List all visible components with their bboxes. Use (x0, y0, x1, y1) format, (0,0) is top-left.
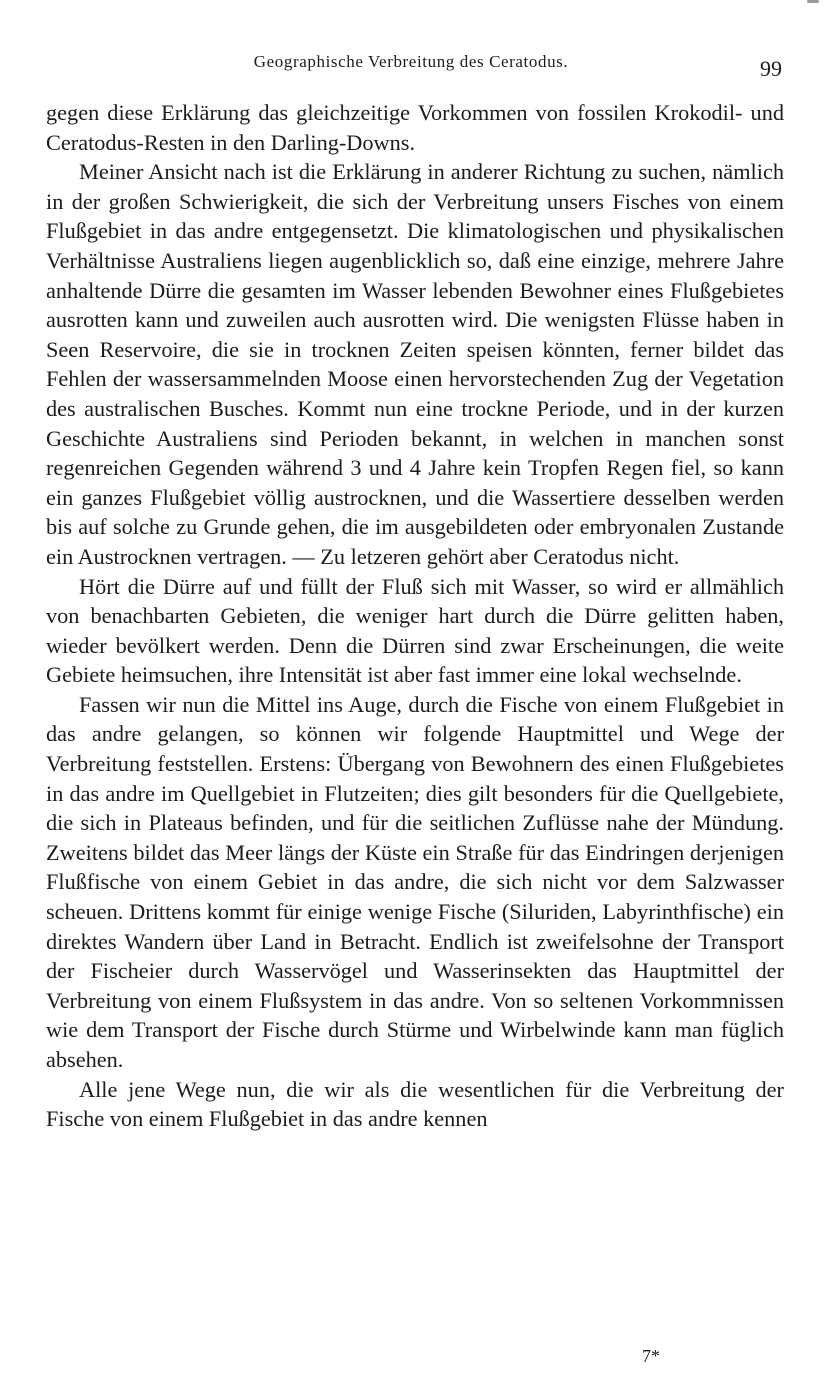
paragraph-drought-explanation: Meiner Ansicht nach ist die Erklärung in anderer Richtung zu suchen, nämlich in der großen Schwierigkeit, die sich der Verbreitung unsers Fisches von einem Flußgebiet in das andre entgegensetzt. Die klimatologischen und physikalischen Verhältnisse Australiens liegen augenblicklich so, daß eine einzige, mehrere Jahre anhaltende Dürre die gesamten im Wasser lebenden Bewohner eines Flußgebietes ausrotten kann und zuweilen auch ausrotten wird. Die wenigsten Flüsse haben in Seen Reservoire, die sie in trocknen Zeiten speisen könnten, ferner bildet das Fehlen der wassersammelnden Moose einen hervorstechenden Zug der Vegetation des australischen Busches. Kommt nun eine trockne Periode, und in der kurzen Geschichte Australiens sind Perioden bekannt, in welchen in manchen sonst regenreichen Gegenden während 3 und 4 Jahre kein Tropfen Regen fiel, so kann ein ganzes Flußgebiet völlig austrocknen, und die Wassertiere desselben werden bis auf solche zu Grunde gehen, die im ausgebildeten oder embryonalen Zustande ein Austrocknen vertragen. — Zu letzeren gehört aber Ceratodus nicht. (46, 159, 784, 569)
paragraph-repopulation: Hört die Dürre auf und füllt der Fluß sich mit Wasser, so wird er allmählich von benachbarten Gebieten, die weniger hart durch die Dürre gelitten haben, wieder bevölkert werden. Denn die Dürren sind zwar Erscheinungen, die weite Gebiete heimsuchen, ihre Intensität ist aber fast immer eine lokal wechselnde. (46, 573, 784, 688)
scan-artifact-mark (807, 0, 819, 3)
body-text (46, 98, 784, 1134)
running-title: Geographische Verbreitung des Ceratodus. (253, 52, 569, 71)
page-number: 99 (760, 56, 782, 81)
paragraph-closing-fragment: Alle jene Wege nun, die wir als die wesentlichen für die Verbreitung der Fische von einem Flußgebiet in das andre kennen (46, 1076, 784, 1132)
signature-mark: 7* (642, 1346, 660, 1366)
paragraph-continuation: gegen diese Erklärung das gleichzeitige Vorkommen von fossilen Krokodil- und Ceratodus-Resten in den Darling-Downs. (46, 100, 784, 155)
paragraph-means-of-dispersal: Fassen wir nun die Mittel ins Auge, durch die Fische von einem Flußgebiet in das andre gelangen, so können wir folgende Hauptmittel und Wege der Verbreitung feststellen. Erstens: Übergang von Bewohnern des einen Flußgebietes in das andre im Quellgebiet in Flutzeiten; dies gilt besonders für die Quellgebiete, die sich in Plateaus befinden, und für die seitlichen Zuflüsse nahe der Mündung. Zweitens bildet das Meer längs der Küste ein Straße für das Eindringen derjenigen Flußfische von einem Gebiet in das andre, die sich nicht vor dem Salzwasser scheuen. Drittens kommt für einige wenige Fische (Siluriden, Labyrinthfische) ein direktes Wandern über Land in Betracht. Endlich ist zweifelsohne der Transport der Fischeier durch Wasservögel und Wasserinsekten das Hauptmittel der Verbreitung von einem Flußsystem in das andre. Von so seltenen Vorkommnissen wie dem Transport der Fische durch Stürme und Wirbelwinde kann man füglich absehen. (46, 691, 784, 1072)
running-header (46, 48, 786, 82)
